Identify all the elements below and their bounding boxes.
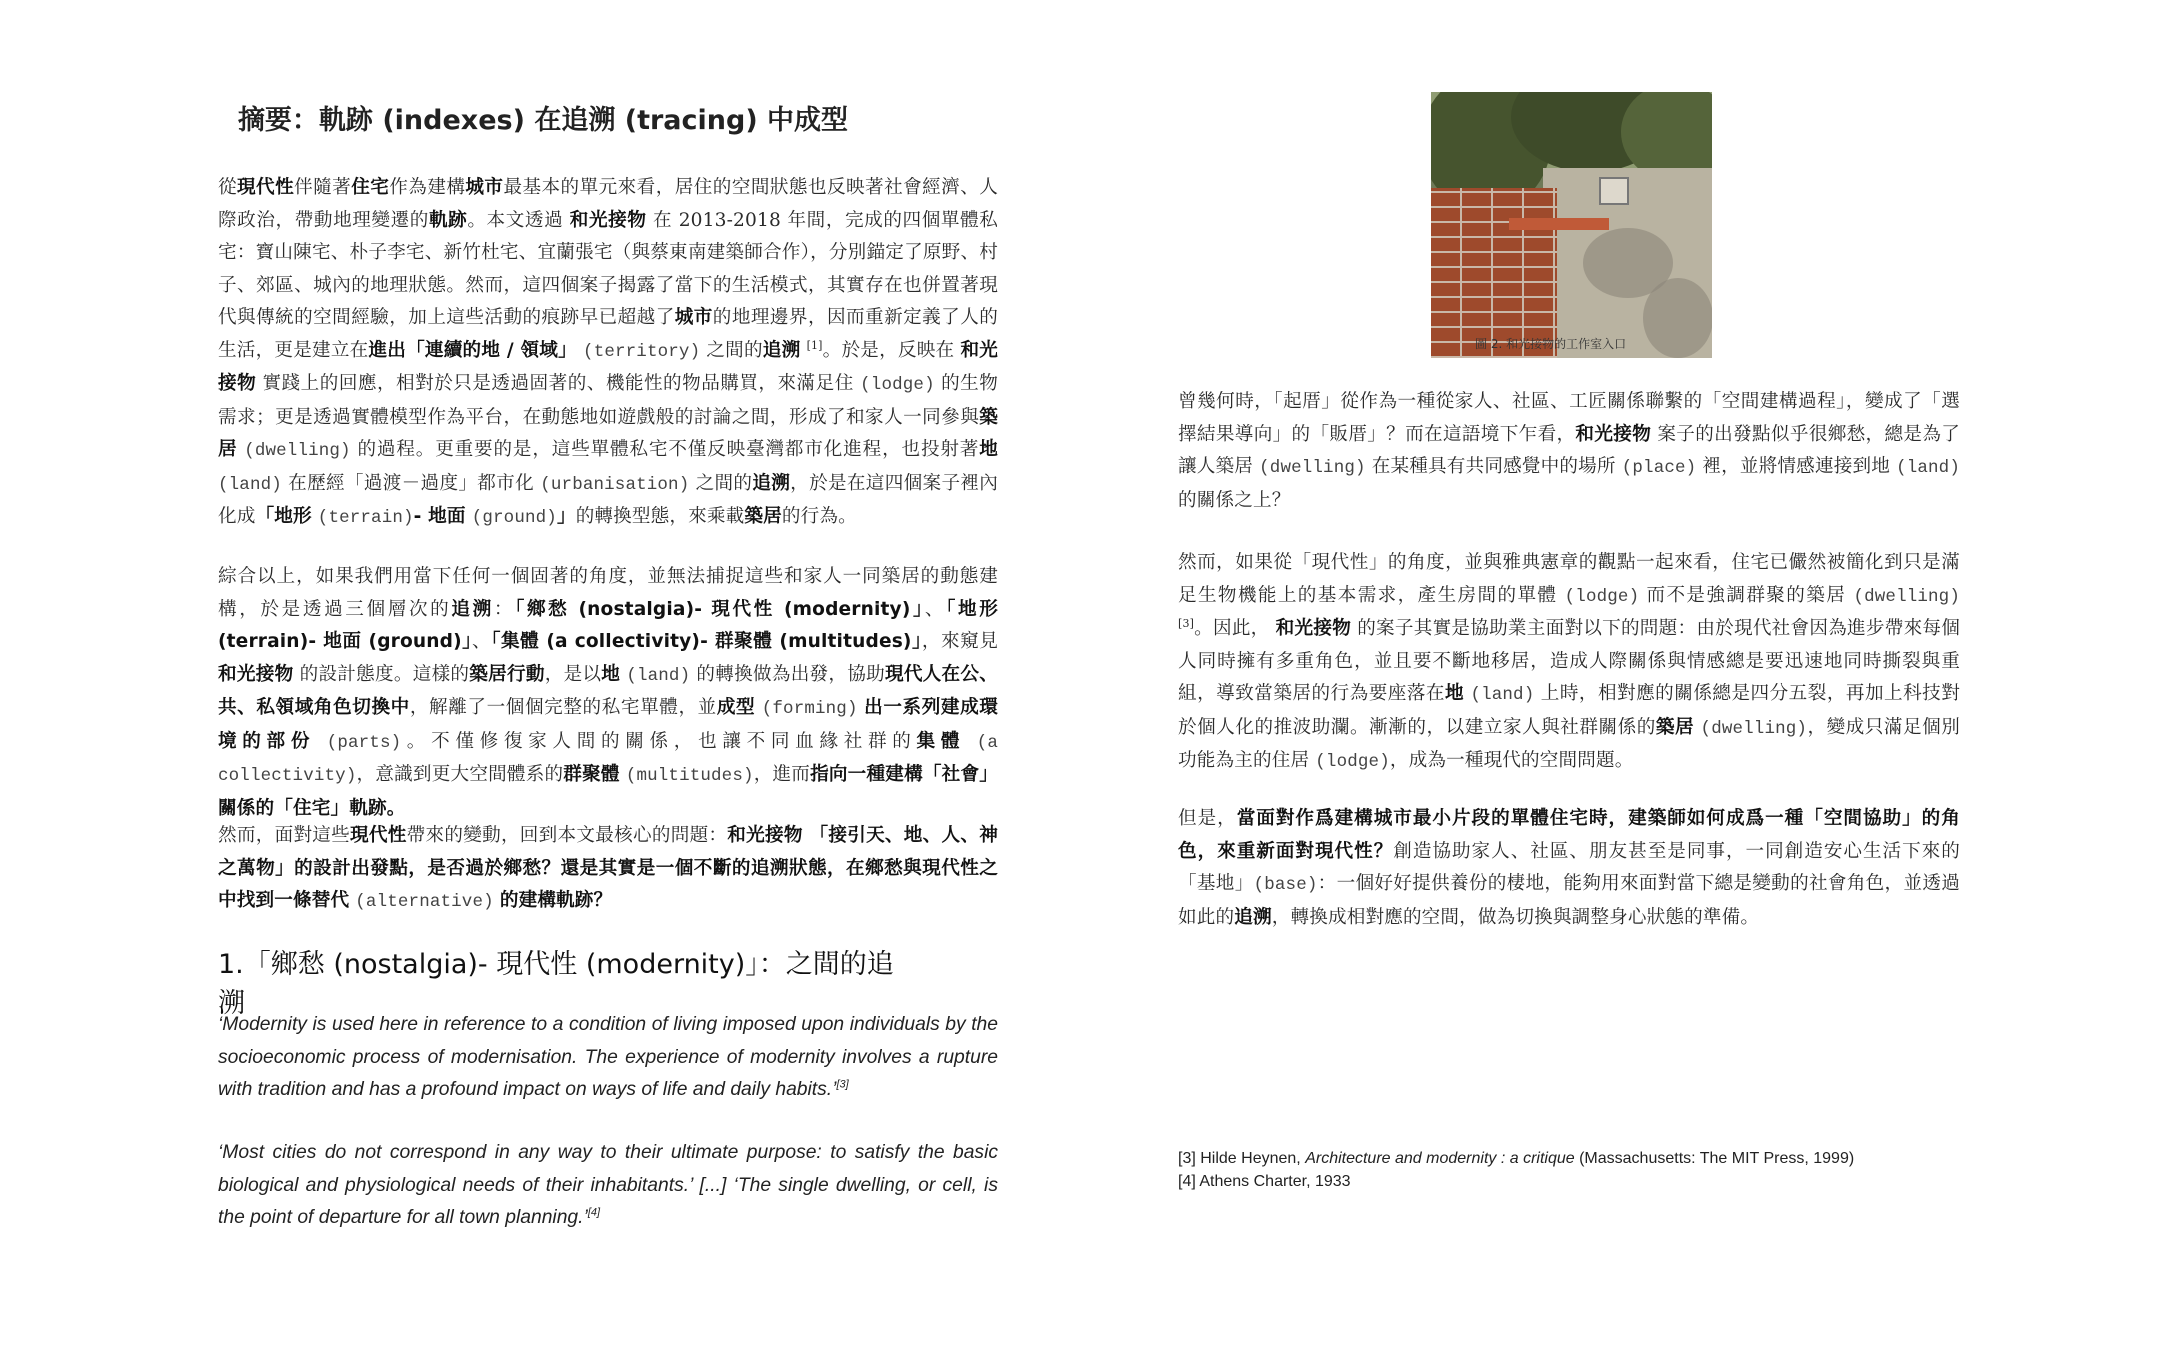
footnote-4: [4] Athens Charter, 1933 — [1178, 1173, 1351, 1190]
abstract-paragraph-1: 從現代性伴隨著住宅作為建構城市最基本的單元來看，居住的空間狀態也反映著社會經濟、人際政治，帶動地理變遷的軌跡。本文透過 和光接物 在 2013-2018 年間，完成的四個單體私宅：寶山陳宅、朴子李宅、新竹杜宅、宜蘭張宅（與蔡東南建築師合作），分別錨定了原野、村子、郊區、城內的地理狀態。然而，這四個案子揭露了當下的生活模式，其實存在也併置著現代與傳統的空間經驗，加上這些活動的痕跡早已超越了城市的地理邊界，因而重新定義了人的生活，更是建立在進出「連續的地 / 領域」 (territory) 之間的追溯 [1]。於是，反映在 和光接物 實踐上的回應，相對於只是透過固著的、機能性的物品購買，來滿足住 (lodge) 的生物需求；更是透過實體模型作為平台，在動態地如遊戲般的討論之間，形成了和家人一同參與築居 (dwelling) 的過程。更重要的是，這些單體私宅不僅反映臺灣都市化進程，也投射著地 (land) 在歷經「過渡－過度」都市化 (urbanisation) 之間的追溯，於是在這四個案子裡內化成「地形 (terrain)- 地面 (ground)」的轉換型態，來乘載築居的行為。 — [218, 177, 999, 528]
footnotes — [1178, 1147, 1978, 1193]
footnote-3: [3] Hilde Heynen, Architecture and modernity : a critique (Massachusetts: The MIT Press, 1999) — [1178, 1150, 1855, 1167]
abstract-paragraph-3: 然而，面對這些現代性帶來的變動，回到本文最核心的問題：和光接物 「接引天、地、人、神之萬物」的設計出發點，是否過於鄉愁？還是其實是一個不斷的追溯狀態，在鄉愁與現代性之中找到一條替代 (alternative) 的建構軌跡？ — [218, 825, 998, 912]
body-paragraph-1: 曾幾何時，「起厝」從作為一種從家人、社區、工匠關係聯繫的「空間建構過程」，變成了「選擇結果導向」的「販厝」？而在這語境下乍看，和光接物 案子的出發點似乎很鄉愁，總是為了讓人築居 (dwelling) 在某種具有共同感覺中的場所 (place) 裡，並將情感連接到地 (land) 的關係之上？ — [1178, 391, 1960, 511]
body-paragraph-2: 然而，如果從「現代性」的角度，並與雅典憲章的觀點一起來看，住宅已儼然被簡化到只是滿足生物機能上的基本需求，產生房間的單體 (lodge) 而不是強調群聚的築居 (dwelling) [3]。因此， 和光接物 的案子其實是協助業主面對以下的問題：由於現代社會因為進步帶來每個人同時擁有多重角色，並且要不斷地移居，造成人際關係與情感總是要迅速地同時撕裂與重組，導致當築居的行為要座落在地 (land) 上時，相對應的關係總是四分五裂，再加上科技對於個人化的推波助瀾。漸漸的，以建立家人與社群關係的築居 (dwelling)，變成只滿足個別功能為主的住居 (lodge)，成為一種現代的空間問題。 — [1178, 552, 1960, 772]
abstract-title: 摘要：軌跡 (indexes) 在追溯 (tracing) 中成型 — [237, 105, 849, 136]
photo-caption: 圖 2. 和光接物的工作室入口 — [1475, 337, 1627, 351]
abstract-paragraph-2: 綜合以上，如果我們用當下任何一個固著的角度，並無法捕捉這些和家人一同築居的動態建構，於是透過三個層次的追溯：「鄉愁 (nostalgia)- 現代性 (modernity)」、「地形 (terrain)- 地面 (ground)」、「集體 (a collectivity)- 群聚體 (multitudes)」，來窺見 和光接物 的設計態度。這樣的築居行動，是以地 (land) 的轉換做為出發，協助現代人在公、共、私領域角色切換中，解離了一個個完整的私宅單體，並成型 (forming) 出一系列建成環境的部份 (parts)。不僅修復家人間的關係，也讓不同血緣社群的集體 (a collectivity)，意識到更大空間體系的群聚體 (multitudes)，進而指向一種建構「社會」關係的「住宅」軌跡。 — [218, 566, 999, 819]
section-heading: 1.「鄉愁 (nostalgia)- 現代性 (modernity)」：之間的追溯 — [218, 949, 894, 1019]
body-paragraph-3: 但是，當面對作爲建構城市最小片段的單體住宅時，建築師如何成爲一種「空間協助」的角色，來重新面對現代性？創造協助家人、社區、朋友甚至是同事，一同創造安心生活下來的「基地」(base)：一個好好提供養份的棲地，能夠用來面對當下總是變動的社會角色，並透過如此的追溯，轉換成相對應的空間，做為切換與調整身心狀態的準備。 — [1178, 808, 1960, 928]
quote-modernity: ‘Modernity is used here in reference to a condition of living imposed upon individuals by the socioeconomic process of modernisation. The experience of modernity involves a rupture with tradition and has a profound impact on ways of life and daily habits.’[3] — [218, 1014, 998, 1100]
quote-athens-charter: ‘Most cities do not correspond in any way to their ultimate purpose: to satisfy the basic biological and physiological needs of their inhabitants.’ [...] ‘The single dwelling, or cell, is the point of departure for all town planning.’[4] — [218, 1142, 998, 1228]
studio-entrance-photo — [1431, 92, 1712, 358]
